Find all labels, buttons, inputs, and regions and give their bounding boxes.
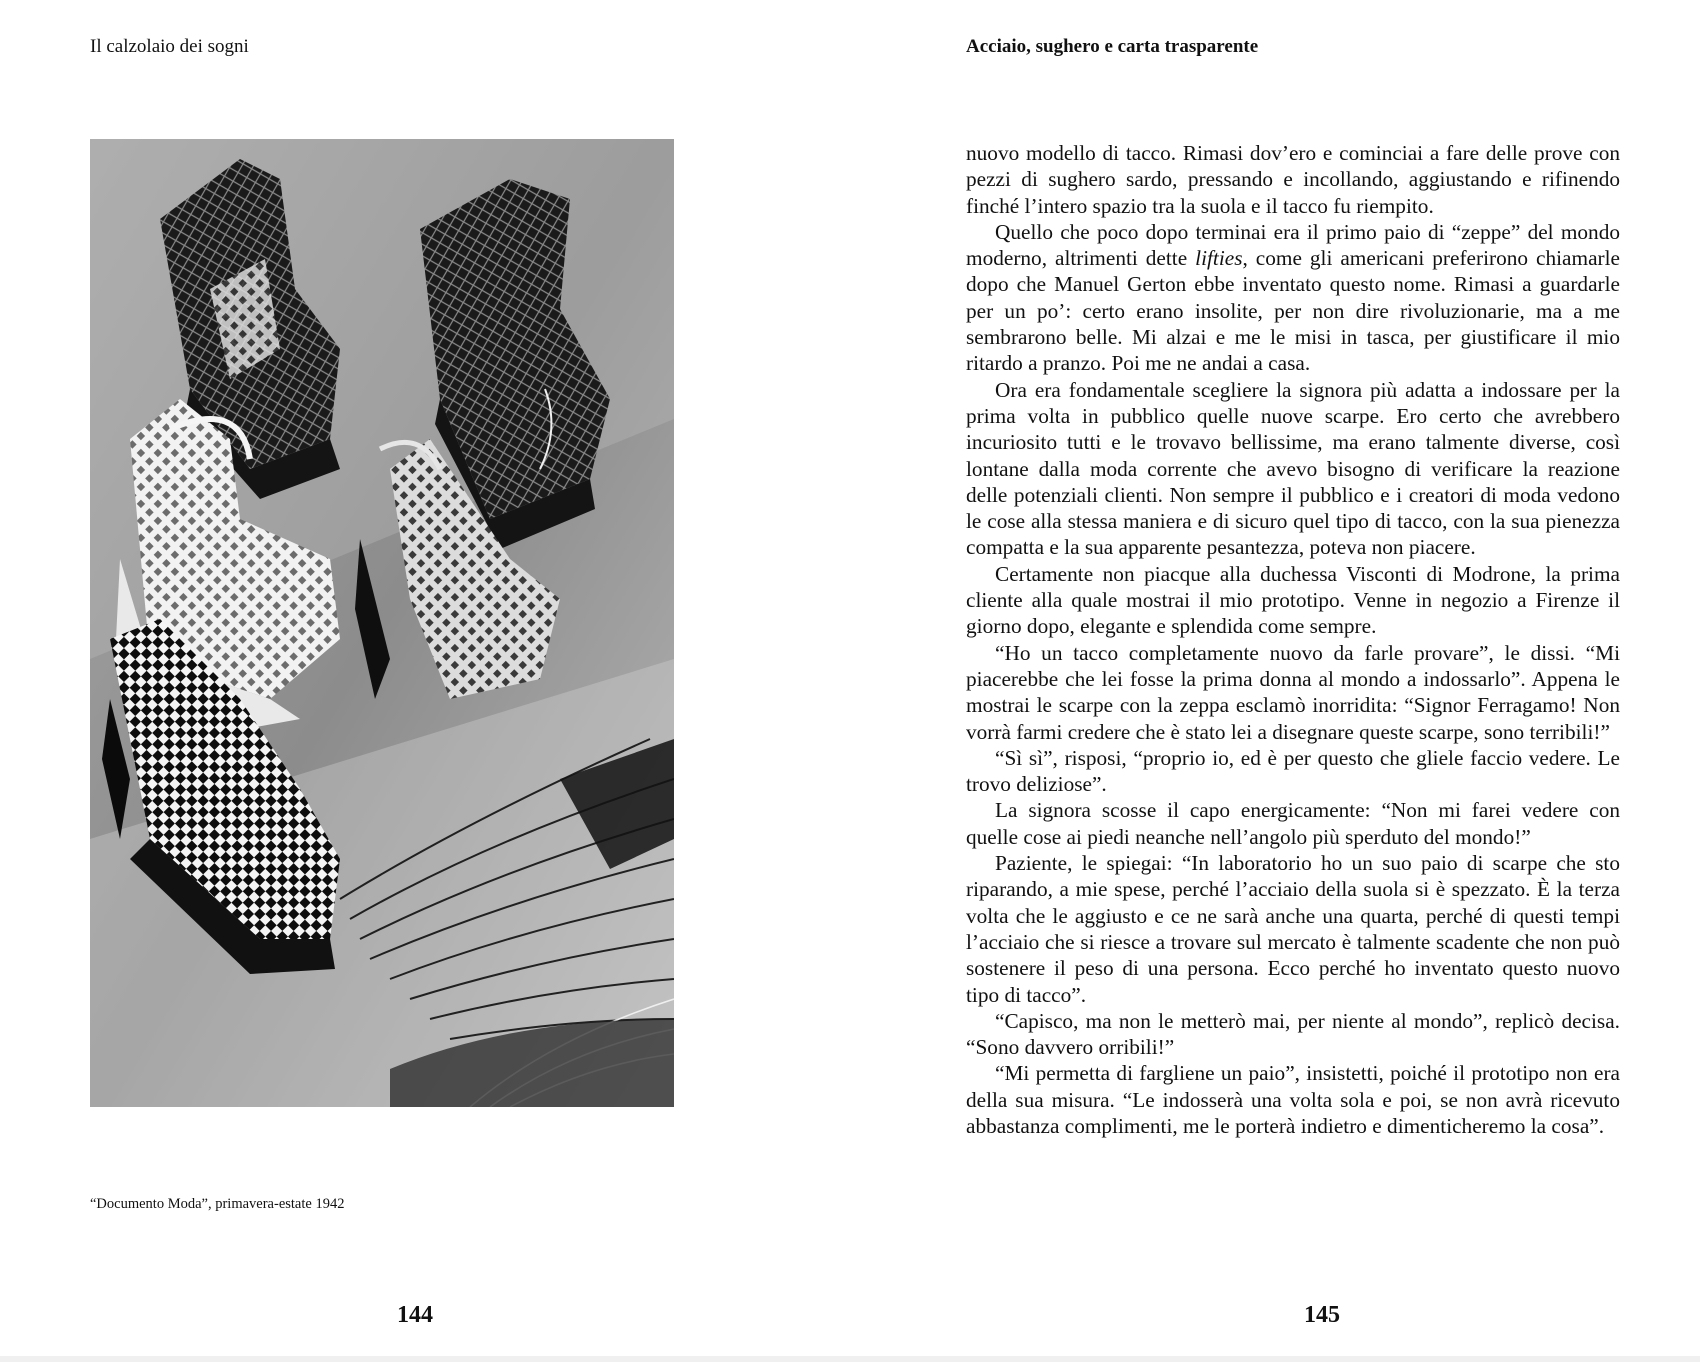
paragraph-2-end: , come gli americani preferirono chiamarle dopo che Manuel Gerton ebbe inventato questo nome. Rimasi a guardarle per un po’: certo erano insolite, per non dire rivoluzionarie, ma a me sembrarono belle. Mi alzai e me le misi in tasca, per giustificare il mio ritardo a pranzo. Poi me ne andai a casa. bbox=[966, 246, 1620, 376]
paragraph-2-start: Quello che poco dopo terminai era il primo paio di “zeppe” del mondo moderno, altrimenti dette bbox=[966, 219, 1620, 271]
paragraph-9: “Capisco, ma non le metterò mai, per niente al mondo”, replicò decisa. “Sono davvero orribili!” bbox=[966, 1008, 1620, 1060]
figure-caption: “Documento Moda”, primavera-estate 1942 bbox=[90, 1196, 345, 1212]
paragraph-1: nuovo modello di tacco. Rimasi dov’ero e cominciai a fare delle prove con pezzi di sughero sardo, pressando e incollando, aggiustando e rifinendo finché l’intero spazio tra la suola e il tacco fu riempito. bbox=[966, 141, 1620, 218]
paragraph-7: La signora scosse il capo energicamente: “Non mi farei vedere con quelle cose ai piedi neanche nell’angolo più sperduto del mondo!” bbox=[966, 798, 1620, 849]
paragraph-2 bbox=[966, 219, 1620, 377]
paragraph-5: “Ho un tacco completamente nuovo da farle provare”, le dissi. “Mi piacerebbe che lei fosse la prima donna al mondo a indossarlo”. Appena le mostrai le scarpe con la zeppa esclamò inorridita: “Signor Ferragamo! Non vorrà farmi credere che è stato lei a disegnare queste scarpe, sono terribili!” bbox=[966, 640, 1620, 744]
page-number-right: 145 bbox=[1304, 1302, 1340, 1328]
paragraph-6: “Sì sì”, risposi, “proprio io, ed è per questo che gliele faccio vedere. Le trovo deliziose”. bbox=[966, 745, 1620, 797]
running-head-right: Acciaio, sughero e carta trasparente bbox=[966, 36, 1259, 57]
bottom-edge bbox=[0, 1356, 1700, 1362]
running-head-left: Il calzolaio dei sogni bbox=[90, 36, 249, 57]
body-text bbox=[966, 140, 1620, 1139]
right-page bbox=[850, 0, 1700, 1362]
paragraph-4: Certamente non piacque alla duchessa Visconti di Modrone, la prima cliente alla quale mostrai il mio prototipo. Venne in negozio a Firenze il giorno dopo, elegante e splendida come sempre. bbox=[966, 561, 1620, 639]
paragraph-10: “Mi permetta di fargliene un paio”, insistetti, poiché il prototipo non era della sua misura. “Le indosserà una volta sola e poi, se non avrà ricevuto abbastanza complimenti, me le porterà indietro e dimenticheremo la cosa”. bbox=[966, 1061, 1620, 1138]
shoes-photograph bbox=[90, 139, 674, 1107]
paragraph-8: Paziente, le spiegai: “In laboratorio ho un suo paio di scarpe che sto riparando, a mie spese, perché l’acciaio della suola si è spezzato. È la terza volta che le aggiusto e ce ne sarà anche una quarta, perché di questi tempi l’acciaio che si riesce a trovare sul mercato è talmente scadente che non può sostenere il peso di una persona. Ecco perché ho inventato questo nuovo tipo di tacco”. bbox=[966, 851, 1620, 1007]
paragraph-3: Ora era fondamentale scegliere la signora più adatta a indossare per la prima volta in pubblico quelle nuove scarpe. Ero certo che avrebbero incuriosito tutti e le trovavo bellissime, ma erano talmente diverse, così lontane dalla moda corrente che avevo bisogno di verificare la reazione delle potenziali clienti. Non sempre il pubblico e i creatori di moda vedono le cose alla stessa maniera e di sicuro quel tipo di tacco, con la sua pienezza compatta e la sua apparente pesantezza, poteva non piacere. bbox=[966, 377, 1620, 560]
page-number-left: 144 bbox=[397, 1302, 433, 1328]
italic-term: lifties bbox=[1195, 246, 1243, 271]
